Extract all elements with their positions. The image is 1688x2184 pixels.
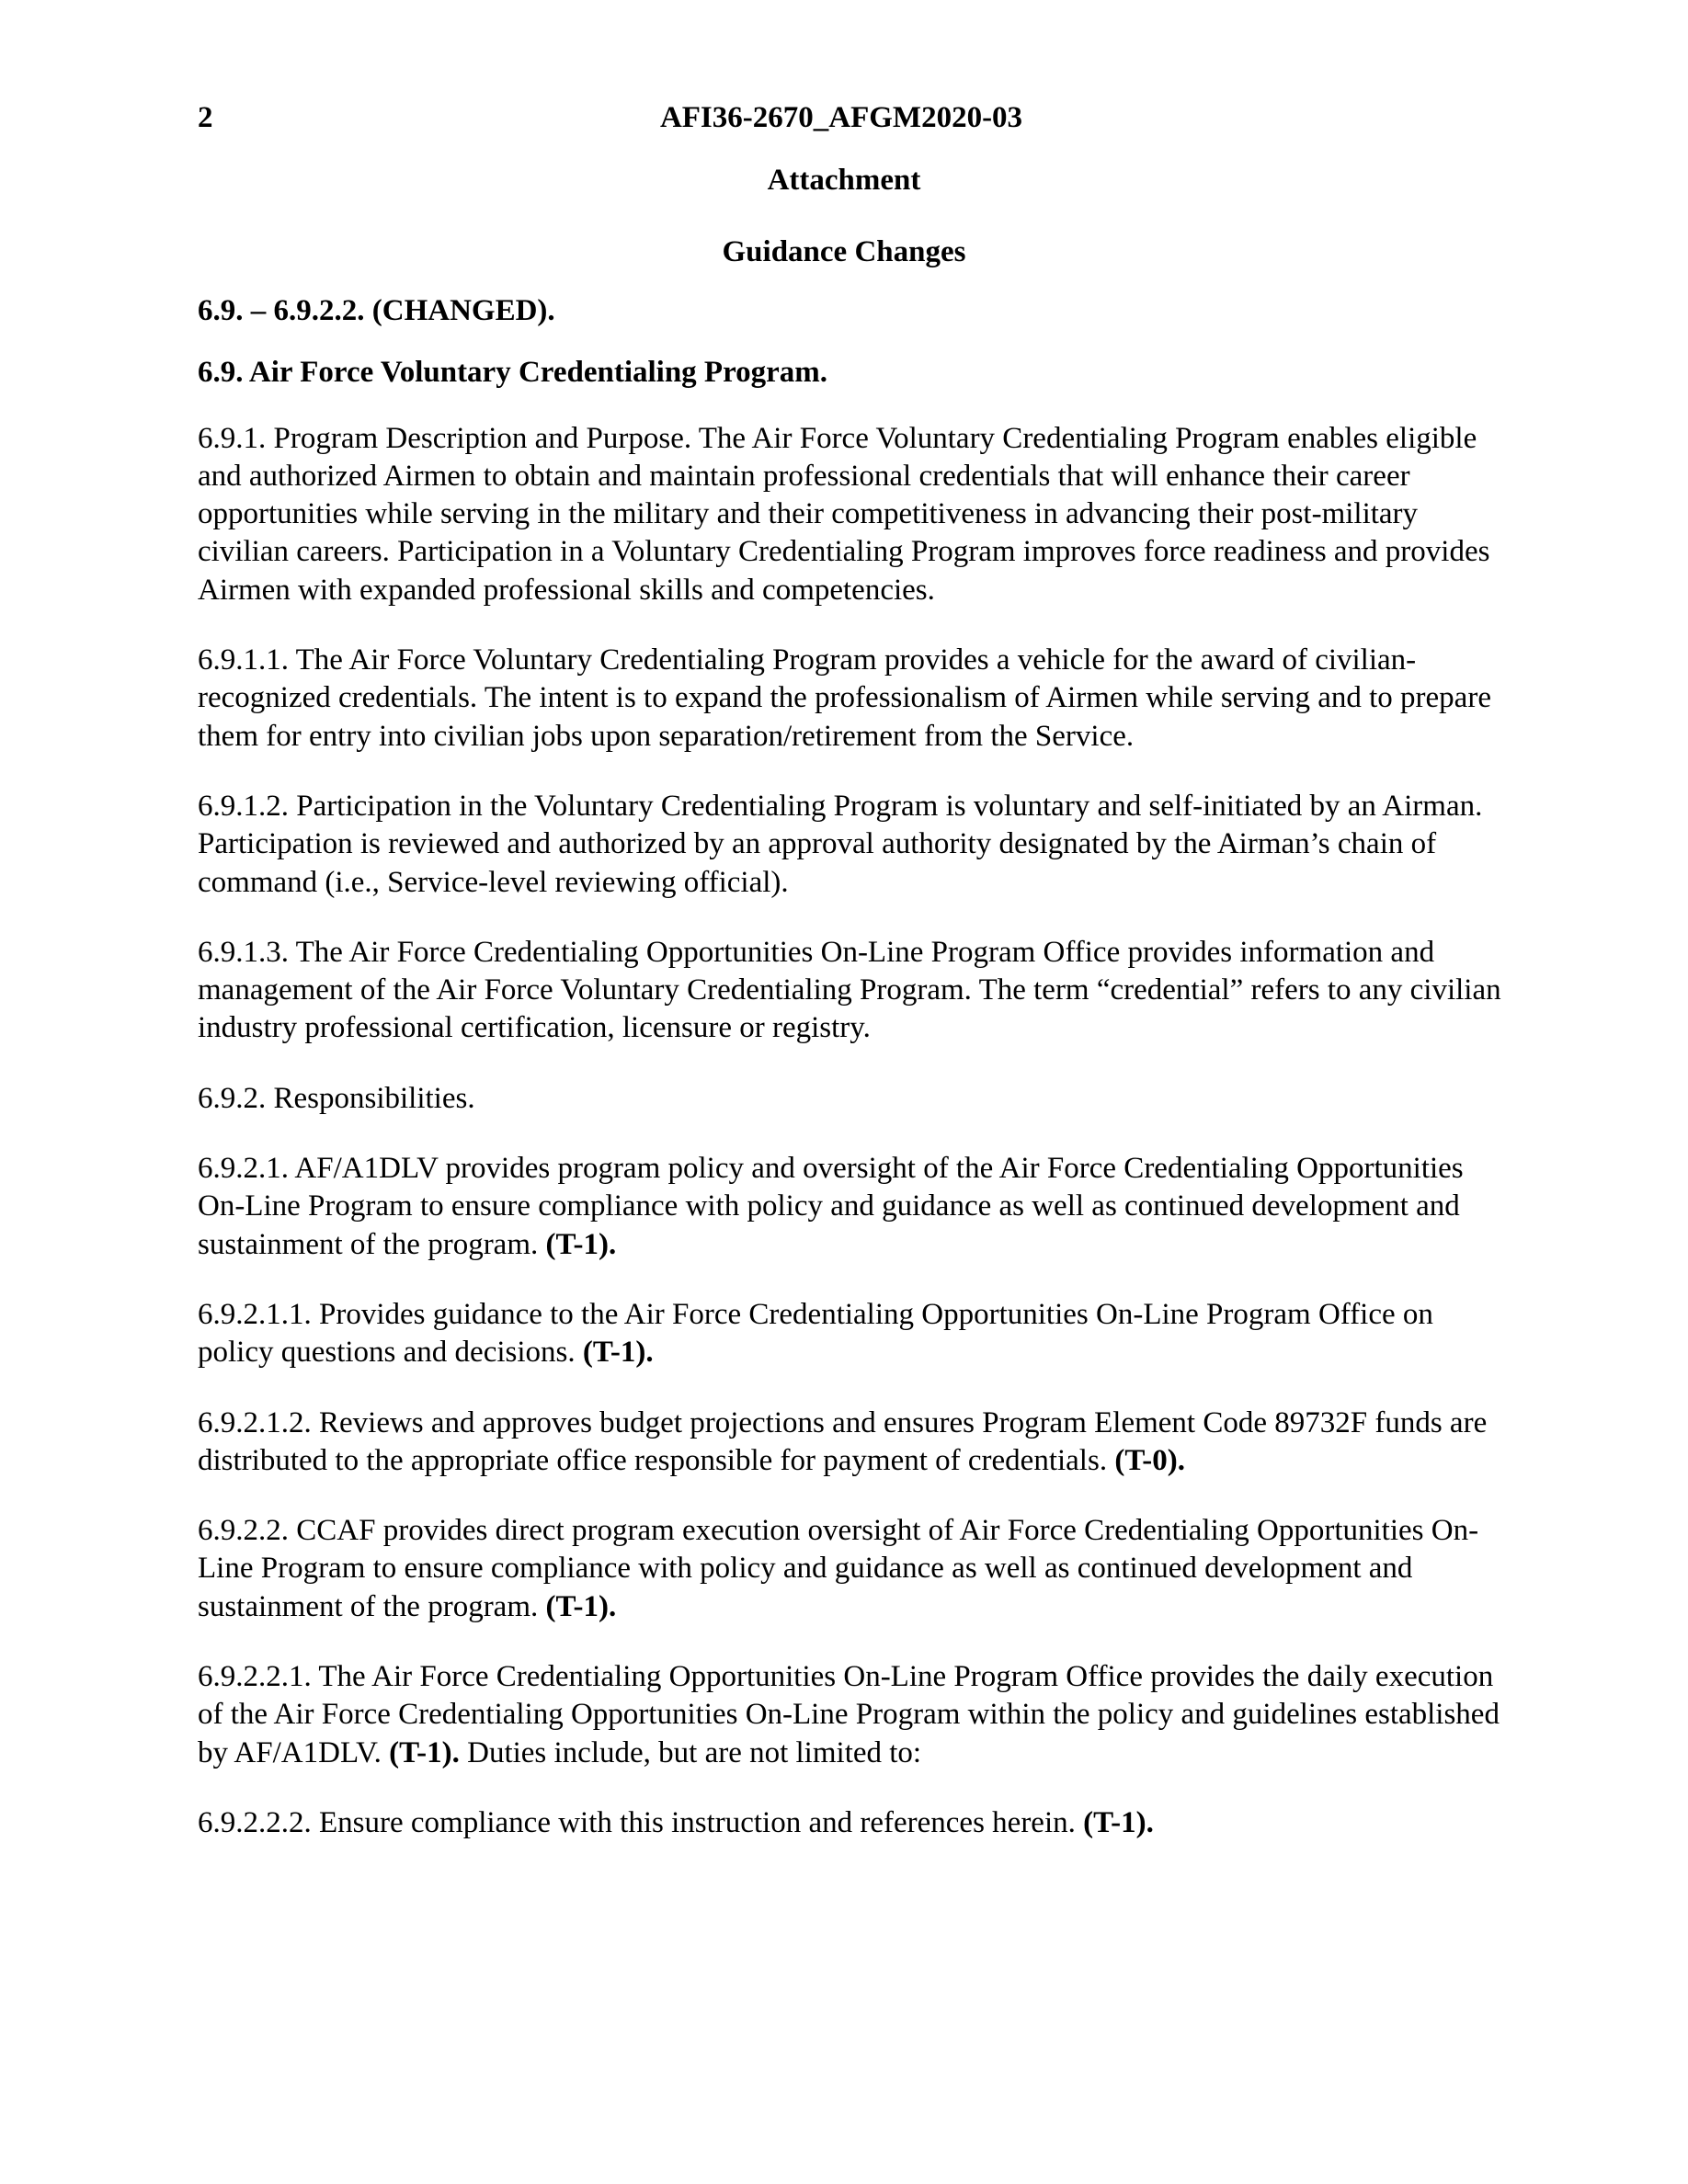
page-number: 2: [198, 101, 213, 134]
paragraph-6-9-2-1-2: [198, 1405, 1503, 1481]
tier-label: (T-0).: [1114, 1443, 1186, 1477]
paragraph-6-9-1: 6.9.1. Program Description and Purpose. The Air Force Voluntary Credentialing Program enables eligible and authorized Airmen to obtain and maintain professional credentials that will enhance their career opportunities while serving in the military and their competitiveness in advancing their post-military civilian careers. Participation in a Voluntary Credentialing Program improves force readiness and provides Airmen with expanded professional skills and competencies.: [198, 421, 1490, 607]
paragraph-text: 6.9.2.1.2. Reviews and approves budget projections and ensures Program Element Code 89732F funds are distributed to the appropriate office responsible for payment of credentials.: [198, 1405, 1488, 1477]
document-body: [198, 292, 1503, 1874]
section-title: Guidance Changes: [722, 235, 966, 268]
document-id: AFI36-2670_AFGM2020-03: [659, 101, 1023, 134]
paragraph-6-9-1-1: 6.9.1.1. The Air Force Voluntary Credentialing Program provides a vehicle for the award of civilian-recognized credentials. The intent is to expand the professionalism of Airmen while serving and to prepare them for entry into civilian jobs upon separation/retirement from the Service.: [198, 643, 1491, 753]
paragraph-text: 6.9.2.1.1. Provides guidance to the Air Force Credentialing Opportunities On-Line Program Office on policy questions and decisions.: [198, 1297, 1433, 1370]
paragraph-text: 6.9.2.1. AF/A1DLV provides program policy and oversight of the Air Force Credentialing Opportunities On-Line Program to ensure compliance with policy and guidance as well as continued development and sustainment of the program.: [198, 1152, 1464, 1261]
paragraph-6-9-2-1-1: [198, 1296, 1503, 1372]
page-header: [198, 101, 1485, 142]
paragraph-6-9-1-2: 6.9.1.2. Participation in the Voluntary Credentialing Program is voluntary and self-initiated by an Airman. Participation is reviewed and authorized by an approval authority designated by the Airman’s chain of command (i.e., Service-level reviewing official).: [198, 789, 1483, 899]
paragraph-6-9-2-2-1: [198, 1658, 1503, 1772]
change-heading: 6.9. – 6.9.2.2. (CHANGED).: [198, 294, 555, 327]
paragraph-text-continued: Duties include, but are not limited to:: [467, 1735, 922, 1769]
paragraph-6-9-2-1: [198, 1150, 1503, 1264]
paragraph-6-9-2-2-2: [198, 1804, 1503, 1842]
tier-label: (T-1).: [545, 1589, 617, 1623]
tier-label: (T-1).: [389, 1735, 460, 1769]
tier-label: (T-1).: [1083, 1805, 1154, 1839]
tier-label: (T-1).: [545, 1227, 617, 1261]
paragraph-6-9-1-3: 6.9.1.3. The Air Force Credentialing Opportunities On-Line Program Office provides information and management of the Air Force Voluntary Credentialing Program. The term “credential” refers to any civilian industry professional certification, licensure or registry.: [198, 935, 1501, 1045]
paragraph-text: 6.9.2.2.2. Ensure compliance with this instruction and references herein.: [198, 1805, 1076, 1839]
paragraph-text: 6.9.2.2.1. The Air Force Credentialing Opportunities On-Line Program Office provides the daily execution of the Air Force Credentialing Opportunities On-Line Program within the policy and guidelines established by AF/A1DLV.: [198, 1660, 1500, 1769]
paragraph-text: 6.9.2.2. CCAF provides direct program execution oversight of Air Force Credentialing Opportunities On-Line Program to ensure compliance with policy and guidance as well as continued development and sustainment of the program.: [198, 1514, 1479, 1623]
paragraph-6-9-2-2: [198, 1512, 1503, 1626]
paragraph-6-9-2: 6.9.2. Responsibilities.: [198, 1081, 475, 1115]
program-heading: 6.9. Air Force Voluntary Credentialing Program.: [198, 356, 828, 390]
attachment-title: Attachment: [767, 164, 921, 197]
tier-label: (T-1).: [582, 1336, 654, 1370]
